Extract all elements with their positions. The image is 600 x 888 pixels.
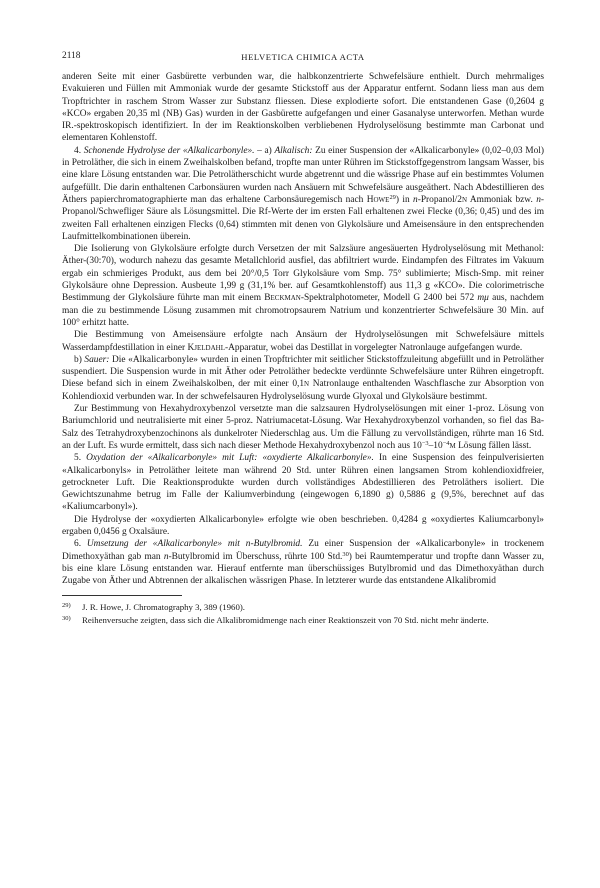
footnote-divider xyxy=(62,595,182,596)
heading-run: -Butylbromid. xyxy=(250,539,303,550)
text-run: Die Isolierung von Glykolsäure erfolgte durch Versetzen der mit Salzsäure angesäuerten Hydrolyselösung mit Methanol: Äther-(30:70), wodurch nahezu das gesamte Metallchlorid ausfiel, das abfiltriert wurde. Eindampfen des Filtrates im Vakuum ergab ein schmieriges Produkt, aus dem bei 20°/0,5 Torr Glykolsäure vom Smp. 75° sublimierte; Misch-Smp. mit reiner Glykolsäure ohne Depression. Ausbeute 1,99 g (31,1% ber. auf Gesamtkohlenstoff) aus 11,3 g «KCO». Die colorimetrische Bestimmung der Glykolsäure führte man mit einem xyxy=(62,244,544,304)
text-run: -Propanol/Schwefliger Säure als Lösungsmittel. Die Rf-Werte der im ersten Fall erhaltenen zwei Flecke (0,36; 0,45) und des im zweiten Fall erhaltenen einzigen Flecks (0,64) stimmten mit denen von Glykolsäure und Ameisensäure in den entsprechenden Laufmittelkombinationen überein. xyxy=(62,194,544,242)
italic-n: n xyxy=(413,194,418,205)
italic-n: n xyxy=(536,194,541,205)
paragraph-glycolic-acid xyxy=(62,243,544,329)
journal-title: HELVETICA CHIMICA ACTA xyxy=(241,52,365,62)
text-run: Zur Bestimmung von Hexahydroxybenzol versetzte man die salzsauren Hydrolyselösungen mit einer 1-proz. Lösung von Bariumchlorid und neutralisierte mit einer 5-proz. Natriumacetat-Lösung. War Hexahydroxybenzol vorhanden, so fiel das Ba-Salz des Tetrahydroxybenzochinons als dunkelroter Niederschlag aus. Um die Fällung zu vervollständigen, rührte man 16 Std. an der Luft. Es wurde ermittelt, dass sich nach dieser Methode Hexahydroxybenzol noch aus 10 xyxy=(62,404,544,451)
italic-n: n xyxy=(245,539,251,550)
text-run: Zu einer Suspension der «Alkalicarbonyle» in trockenem Dimethoxyäthan gab man xyxy=(62,539,544,562)
exponent: −3 xyxy=(421,439,429,447)
text-run: -Propanol/2 xyxy=(417,194,462,205)
footnote-ref: 30 xyxy=(342,550,349,558)
footnote-text: Reihenversuche zeigten, dass sich die Alkalibromidmenge nach einer Reaktionszeit von 70 Std. nicht mehr änderte. xyxy=(82,615,489,626)
exponent: −4 xyxy=(442,439,450,447)
section-number: 6. xyxy=(74,539,82,550)
author-name: Howe xyxy=(366,194,390,205)
paragraph-section-4 xyxy=(62,145,544,243)
paragraph-hexahydroxybenzene xyxy=(62,403,544,452)
footnote-text: J. R. Howe, J. Chromatography 3, 389 (1960). xyxy=(82,602,245,613)
text-run: Zu einer Suspension der «Alkalicarbonyle» (0,02–0,03 Mol) in Petroläther, die sich in einem Zweihalskolben befand, tropfte man unter Rühren im Stickstoffgegenstrom langsam Wasser, bis eine klare Lösung entstanden war. Die Petrolätherschicht wurde abgetrennt und die wässrige Phase auf ein bestimmtes Volumen aufgefüllt. Die darin enthaltenen Carbonsäuren wurden nach Ansäuern mit Schwefelsäure ausgeäthert. Nach Abdestillieren des Äthers papierchromatographierte man das erhaltene Carbonsäuregemisch nach xyxy=(62,145,544,205)
subheading: Alkalisch: xyxy=(274,145,313,156)
subsection-label: b) xyxy=(74,354,85,365)
text-run: –10 xyxy=(428,440,443,451)
footnote xyxy=(62,602,544,614)
text-run: Natronlauge enthaltenden Waschflasche zur Absorption von Kohlendioxid verbunden war. In der schwefelsauren Hydrolyselösung wurde Glyoxal und Glykolsäure bestimmt. xyxy=(62,379,544,402)
molarity-m: m xyxy=(449,440,456,451)
text-run: Die «Alkalicarbonyle» wurden in einen Tropftrichter mit seitlicher Stickstoffzuleitung abgefüllt und in Petroläther suspendiert. Die Suspension wurde in mit Äther oder Petroläther bedeckte verdünnte Schwefelsäure unter Rühren eingetropft. Diese befand sich in einem Zweihalskolben, der mit einer 0,1 xyxy=(62,354,544,390)
text-run: ) bei Raumtemperatur und tropfte dann Wasser zu, bis eine klare Lösung entstanden war. Hierauf entfernte man überschüssiges Butylbromid und das Dimethoxyäthan durch Zugabe von Äther und Abtrennen der alkalischen wässrigen Phase. In letzterer wurde das entstandene Alkalibromid xyxy=(62,551,544,587)
normality-n: n xyxy=(304,379,310,390)
section-heading: Schonende Hydrolyse der «Alkalicarbonyle». xyxy=(83,145,255,156)
running-head xyxy=(62,50,544,62)
paragraph-section-5 xyxy=(62,452,544,513)
beckman-name: Beckman xyxy=(264,293,301,304)
section-number: 5. xyxy=(74,453,82,464)
text-run: Die Bestimmung von Ameisensäure erfolgte nach Ansäurn der Hydrolyselösungen mit Schwefelsäure mittels Wasserdampfdestillation in einer xyxy=(62,330,544,353)
section-number: 4. xyxy=(74,145,82,156)
text-run: -Spektralphotometer, Modell G 2400 bei 572 xyxy=(300,293,478,304)
page-number: 2118 xyxy=(62,51,81,61)
kjeldahl-name: Kjeldahl xyxy=(187,342,226,353)
footnote-number: 30) xyxy=(62,615,71,623)
paragraph-acidic xyxy=(62,354,544,403)
subheading: Sauer: xyxy=(84,354,110,365)
text-run: aus, nachdem man die zu bestimmende Lösung zusammen mit chromotropsaurem Natrium und konzentrierter Schwefelsäure 30 Min. auf 100° erhitzt hatte. xyxy=(62,293,544,328)
footnote xyxy=(62,615,544,627)
text-run: Ammoniak bzw. xyxy=(467,194,537,205)
heading-dash: – a) xyxy=(254,145,275,156)
text-run: ) in xyxy=(395,194,414,205)
heading-run: Umsetzung der «Alkalicarbonyle» mit xyxy=(86,539,246,550)
unit-mu: mμ xyxy=(477,293,489,304)
footnote-ref: 29 xyxy=(389,193,396,201)
footnote-number: 29) xyxy=(62,602,71,610)
paragraph-1: anderen Seite mit einer Gasbürette verbunden war, die halbkonzentrierte Schwefelsäure enthielt. Durch mehrmaliges Evakuieren und Füllen mit Ammoniak wurde der gesamte Stickstoff aus der Apparatur entfernt. Sodann liess man aus dem Tropftrichter in raschem Strom Wasser zur Substanz fliessen. Diese explodierte sofort. Die entstandenen Gase (0,2604 g «KCO» ergaben 20,35 ml (NB) Gas) wurden in der Gasbürette aufgefangen und einer Gasanalyse unterworfen. Methan wurde IR.-spektroskopisch identifiziert. In der im Reaktionskolben verbliebenen Hydrolyselösung bestimmte man Carbonat und elementaren Kohlenstoff. xyxy=(62,72,544,144)
page xyxy=(62,50,544,628)
paragraph-oxidized-hydrolysis: Die Hydrolyse der «oxydierten Alkalicarbonyle» erfolgte wie oben beschrieben. 0,4284 g «oxydiertes Kaliumcarbonyl» ergaben 0,0456 g Oxalsäure. xyxy=(62,514,544,537)
paragraph-formic-acid xyxy=(62,329,544,354)
italic-n: n xyxy=(163,551,169,562)
section-heading xyxy=(87,539,303,549)
text-run: Lösung fällen lässt. xyxy=(455,440,532,451)
text-run: -Butylbromid im Überschuss, rührte 100 Std. xyxy=(168,551,343,562)
text-run: -Apparatur, wobei das Destillat in vorgelegter Natronlauge aufgefangen wurde. xyxy=(225,342,523,353)
paragraph-section-6 xyxy=(62,538,544,587)
text-run: In eine Suspension des feinpulverisierten «Alkalicarbonyls» in Petroläther leitete man während 20 Std. unter Rühren einen langsamen Strom kohlendioxidfreier, getrockneter Luft. Die Reaktionsprodukte wurden durch vollständiges Abdestillieren des Petroläthers isoliert. Die Gewichtszunahme betrug im Falle der Kaliumverbindung (eingewogen 6,1890 g) 0,5886 g (9,5%, berechnet auf das «Kaliumcarbonyl»). xyxy=(62,453,544,513)
normality-n: n xyxy=(461,194,468,205)
section-heading: Oxydation der «Alkalicarbonyle» mit Luft: «oxydierte Alkalicarbonyle». xyxy=(86,453,374,464)
